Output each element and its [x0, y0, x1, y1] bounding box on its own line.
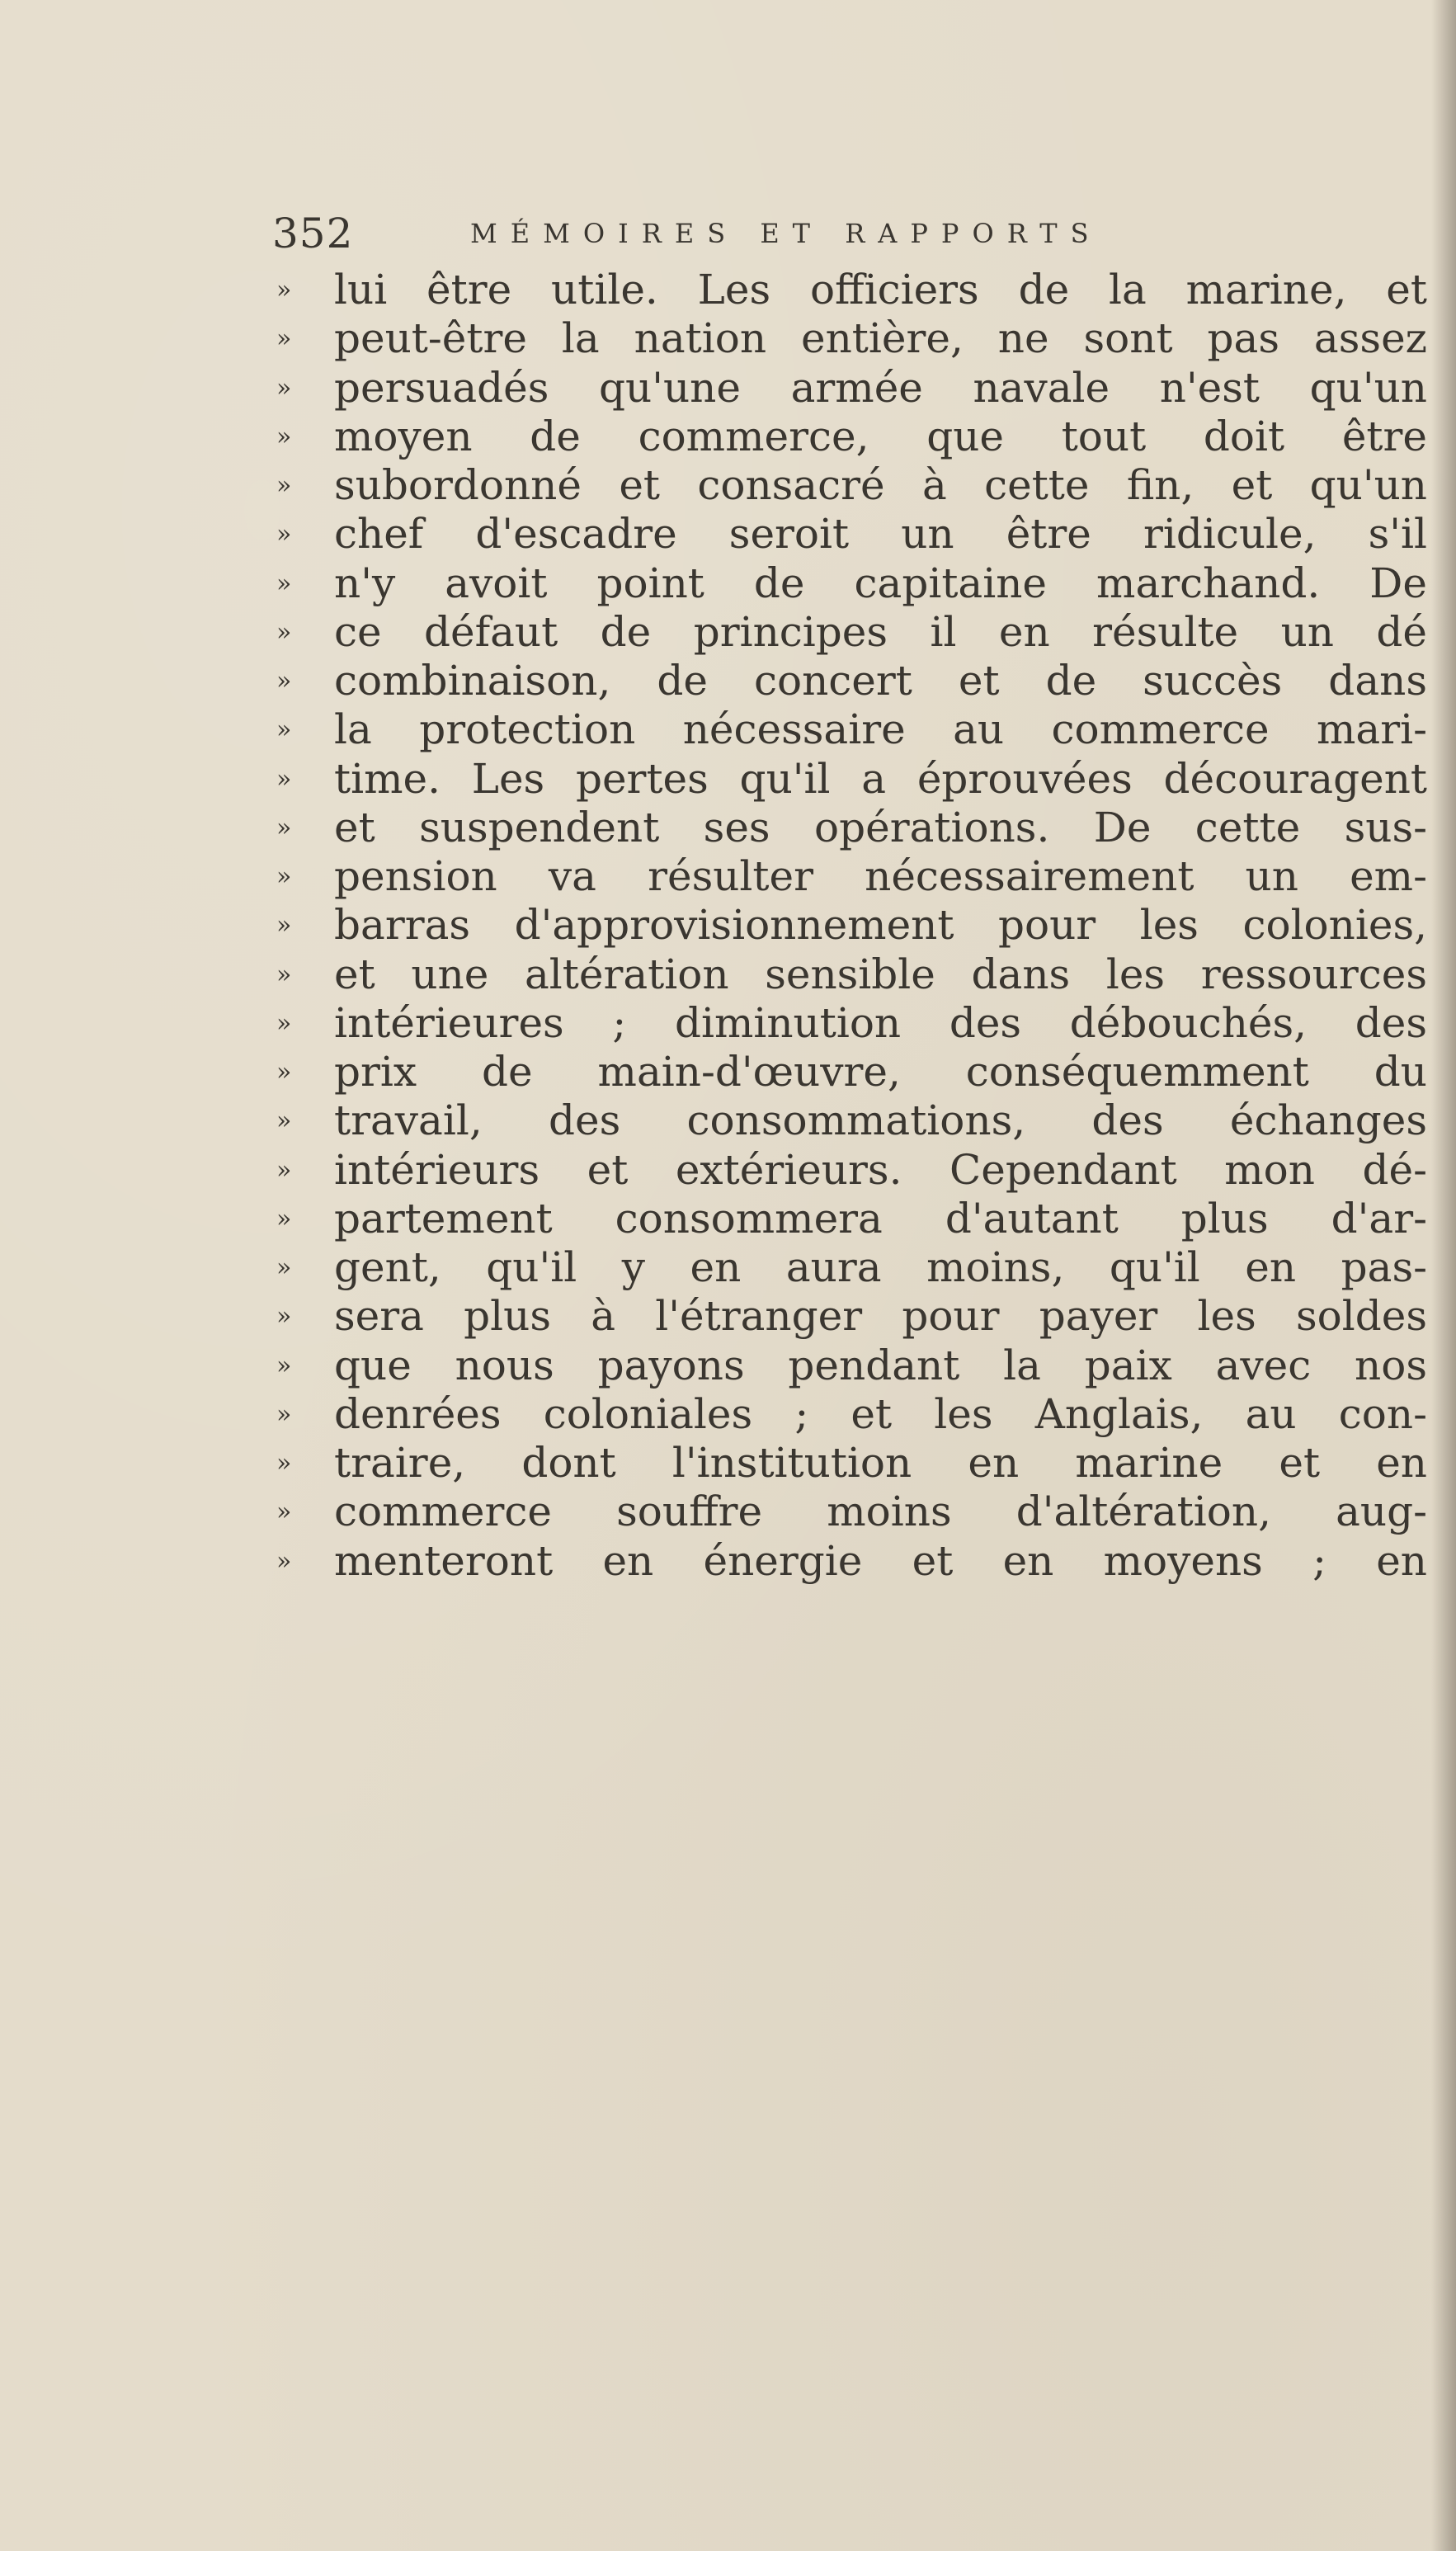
text-line [276, 1243, 1427, 1292]
text-line [276, 559, 1427, 608]
quotation-marker: » [276, 1546, 292, 1576]
line-text: intérieures ; diminution des débouchés, des [334, 998, 1427, 1047]
quotation-marker: » [276, 960, 292, 989]
quotation-marker: » [276, 1497, 292, 1527]
line-text: ce défaut de principes il en résulte un dé [334, 607, 1427, 656]
quotation-marker: » [276, 911, 292, 941]
line-text: que nous payons pendant la paix avec nos [334, 1341, 1427, 1389]
text-line [276, 657, 1427, 705]
quotation-marker: » [276, 1302, 292, 1332]
line-text: menteront en énergie et en moyens ; en [334, 1536, 1427, 1585]
text-line [276, 608, 1427, 657]
line-text: et suspendent ses opérations. De cette sus- [334, 803, 1427, 851]
line-text: la protection nécessaire au commerce mari- [334, 705, 1427, 754]
page-gutter-shadow [1431, 0, 1456, 2551]
line-text: commerce souffre moins d'altération, aug- [334, 1488, 1427, 1536]
quotation-marker: » [276, 276, 292, 304]
quotation-marker: » [276, 813, 292, 842]
line-text: sera plus à l'étranger pour payer les soldes [334, 1292, 1427, 1341]
quotation-marker: » [276, 862, 292, 891]
line-text: chef d'escadre seroit un être ridicule, s'il [334, 510, 1427, 559]
quotation-marker: » [276, 1058, 292, 1087]
text-line [276, 314, 1427, 363]
text-line [276, 461, 1427, 510]
text-line [276, 510, 1427, 559]
text-line [276, 1537, 1427, 1586]
quotation-marker: » [276, 1008, 292, 1038]
quotation-marker: » [276, 471, 292, 500]
line-text: lui être utile. Les officiers de la marine, et [334, 266, 1427, 314]
page-number: 352 [272, 210, 354, 257]
quotation-marker: » [276, 1253, 292, 1282]
quotation-marker: » [276, 1351, 292, 1380]
text-line [276, 1146, 1427, 1195]
text-line [276, 804, 1427, 852]
quotation-marker: » [276, 667, 292, 696]
quotation-marker: » [276, 568, 292, 598]
text-line [276, 1488, 1427, 1536]
line-text: prix de main-d'œuvre, conséquemment du [334, 1048, 1427, 1096]
line-text: travail, des consommations, des échanges [334, 1096, 1427, 1145]
quotation-marker: » [276, 1106, 292, 1136]
text-line [276, 999, 1427, 1048]
text-line [276, 852, 1427, 901]
text-line [276, 266, 1427, 314]
line-text: partement consommera d'autant plus d'ar- [334, 1194, 1427, 1242]
quotation-marker: » [276, 1204, 292, 1233]
line-text: combinaison, de concert et de succès dans [334, 657, 1427, 705]
page-header [272, 205, 1262, 262]
text-line [276, 413, 1427, 461]
text-line [276, 1390, 1427, 1439]
quotation-marker: » [276, 1449, 292, 1478]
line-text: peut-être la nation entière, ne sont pas assez [334, 314, 1427, 363]
quotation-marker: » [276, 1399, 292, 1429]
text-line [276, 901, 1427, 950]
line-text: traire, dont l'institution en marine et en [334, 1439, 1427, 1487]
text-line [276, 705, 1427, 754]
line-text: intérieurs et extérieurs. Cependant mon dé- [334, 1145, 1427, 1194]
text-line [276, 364, 1427, 413]
line-text: persuadés qu'une armée navale n'est qu'un [334, 363, 1427, 412]
quotation-marker: » [276, 520, 292, 549]
running-title: MÉMOIRES ET RAPPORTS [470, 218, 1102, 249]
text-line [276, 1096, 1427, 1145]
line-text: gent, qu'il y en aura moins, qu'il en pas- [334, 1243, 1427, 1291]
text-line [276, 755, 1427, 804]
quotation-marker: » [276, 373, 292, 403]
text-line [276, 1342, 1427, 1390]
quotation-marker: » [276, 422, 292, 451]
body-text [276, 266, 1427, 1586]
line-text: denrées coloniales ; et les Anglais, au con- [334, 1389, 1427, 1438]
line-text: moyen de commerce, que tout doit être [334, 412, 1427, 460]
text-line [276, 1195, 1427, 1243]
quotation-marker: » [276, 715, 292, 745]
text-line [276, 1292, 1427, 1341]
line-text: time. Les pertes qu'il a éprouvées découragent [334, 754, 1427, 803]
line-text: n'y avoit point de capitaine marchand. De [334, 559, 1427, 607]
line-text: et une altération sensible dans les ressources [334, 950, 1427, 998]
line-text: pension va résulter nécessairement un em- [334, 852, 1427, 900]
quotation-marker: » [276, 1155, 292, 1185]
quotation-marker: » [276, 617, 292, 647]
text-line [276, 1439, 1427, 1488]
quotation-marker: » [276, 764, 292, 794]
text-line [276, 950, 1427, 999]
text-line [276, 1048, 1427, 1096]
quotation-marker: » [276, 324, 292, 354]
line-text: subordonné et consacré à cette fin, et qu'un [334, 461, 1427, 509]
line-text: barras d'approvisionnement pour les colonies, [334, 901, 1427, 950]
